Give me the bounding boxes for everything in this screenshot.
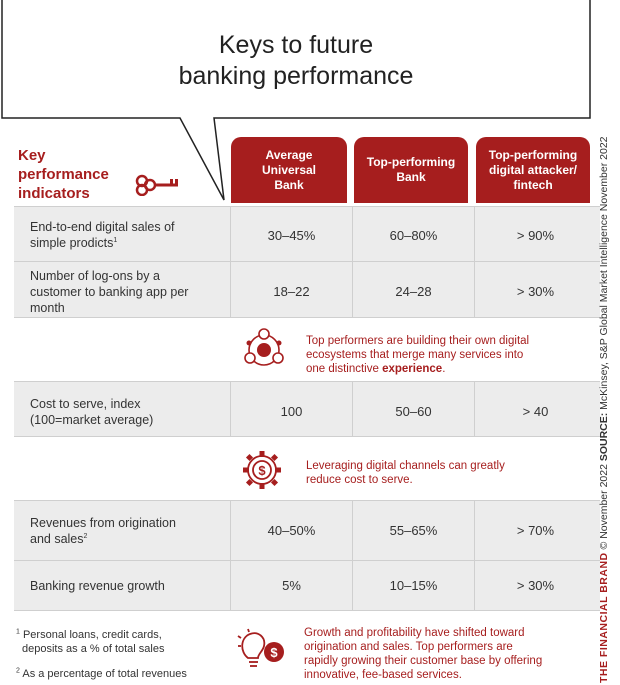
cell-value: 40–50% xyxy=(267,523,316,538)
row-label: End-to-end digital sales of simple prodicts$^1$ xyxy=(30,220,175,250)
cell-value: 60–80% xyxy=(389,228,438,243)
cell-value: 5% xyxy=(282,578,301,593)
divider xyxy=(14,436,600,437)
row-label: Banking revenue growth xyxy=(30,579,165,593)
column-header-digital-attacker: Top-performing digital attacker/ fintech xyxy=(476,137,590,203)
divider xyxy=(474,207,475,317)
divider xyxy=(230,207,231,317)
cost-note: Leveraging digital channels can greatly reduce cost to serve. xyxy=(306,460,505,486)
ecosystem-note: Top performers are building their own digital ecosystems that merge many services into one distinctive experience. xyxy=(306,335,530,375)
cell-value: 24–28 xyxy=(395,284,432,299)
ecosystem-icon xyxy=(242,328,286,372)
divider xyxy=(14,381,600,382)
divider xyxy=(14,610,600,611)
column-header-top-bank: Top-performing Bank xyxy=(354,137,468,203)
cell-value: > 30% xyxy=(516,578,555,593)
cell-value: > 90% xyxy=(516,228,555,243)
cell-value: 55–65% xyxy=(389,523,438,538)
gear-dollar-icon xyxy=(240,448,284,492)
svg-text:$: $ xyxy=(270,645,278,660)
key-icon xyxy=(134,174,182,196)
footnote-1: $^1$ Personal loans, credit cards, deposits as a % of total sales xyxy=(16,628,165,655)
kpi-heading: Key performance indicators xyxy=(18,147,109,202)
cell-value: > 70% xyxy=(516,523,555,538)
divider xyxy=(352,501,353,610)
divider xyxy=(352,207,353,317)
divider xyxy=(474,501,475,610)
cell-value: 100 xyxy=(280,404,303,419)
page-title: Keys to future banking performance xyxy=(178,31,414,90)
cell-value: 18–22 xyxy=(273,284,310,299)
row-label: Revenues from origination and sales$^2$ xyxy=(30,516,176,546)
row-label: Number of log-ons by a customer to banking app per month xyxy=(30,269,189,315)
column-header-average-bank: Average Universal Bank xyxy=(231,137,347,203)
growth-note: Growth and profitability have shifted toward origination and sales. Top performers are rapidly growing their customer base by offering innovative, fee-based services. xyxy=(304,627,543,681)
row-label: Cost to serve, index (100=market average) xyxy=(30,397,154,427)
lightbulb-dollar-icon xyxy=(236,628,286,672)
source-credit: THE FINANCIAL BRAND © November 2022 SOURCE: McKinsey, S&P Global Market Intelligence November 2022 xyxy=(598,136,610,683)
divider xyxy=(14,560,600,561)
svg-text:$: $ xyxy=(258,463,266,478)
divider xyxy=(14,317,600,318)
cell-value: 50–60 xyxy=(395,404,432,419)
cell-value: > 40 xyxy=(522,404,549,419)
cell-value: 30–45% xyxy=(267,228,316,243)
divider xyxy=(14,261,600,262)
footnote-2: $^2$ As a percentage of total revenues xyxy=(16,667,187,680)
cell-value: 10–15% xyxy=(389,578,438,593)
divider xyxy=(14,500,600,501)
divider xyxy=(14,206,600,207)
cell-value: > 30% xyxy=(516,284,555,299)
divider xyxy=(230,501,231,610)
